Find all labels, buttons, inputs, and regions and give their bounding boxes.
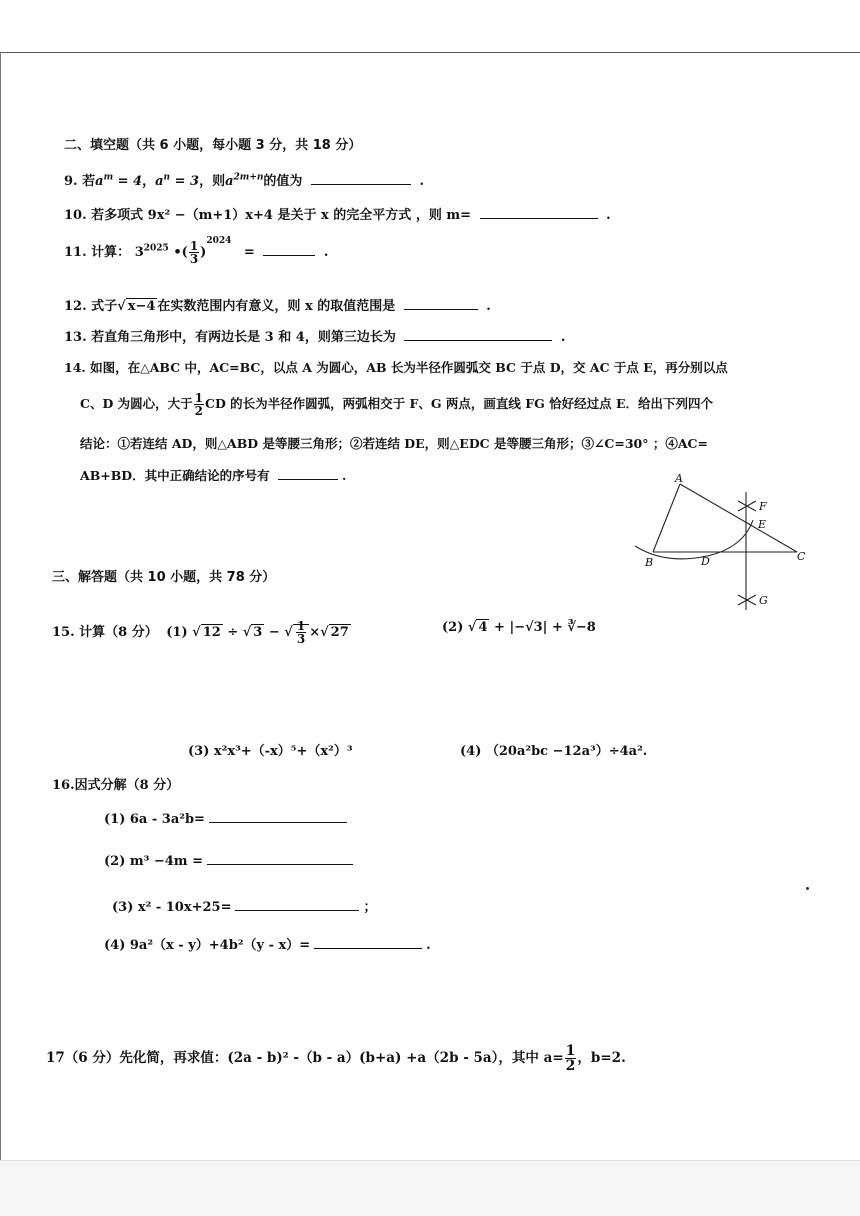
label-b: B <box>645 556 654 569</box>
question-9: 9. 若$a^m = 4$，$a^n = 3$，则$a^{2m+n}$的值为 . <box>64 172 425 189</box>
label-d: D <box>701 555 710 568</box>
scan-speck <box>806 887 809 890</box>
question-15-part-2: (2) √ 4 + |−√3| + ∛−8 <box>442 620 596 635</box>
question-10: 10. 若多项式 9x² −（m+1）x+4 是关于 x 的完全平方式 ，则 m= . <box>64 208 611 223</box>
question-15-part-1: 15. 计算（8 分） (1) √ 12 ÷ √ 3 − √ $\frac{1}{3}$ ×√ 27 <box>52 619 349 646</box>
question-14-line-2: C、D 为圆心，大于 $\frac{1}{2}$ CD 的长为半径作圆弧，两弧相交于 F、G 两点，画直线 FG 恰好经过点 E．给出下列四个 <box>80 391 714 418</box>
question-16-part-4: (4) 9a²（x - y）+4b²（y - x）= . <box>104 938 431 953</box>
scan-top-margin <box>0 0 860 53</box>
answer-blank[interactable] <box>404 339 552 341</box>
scan-left-border <box>0 52 1 1162</box>
arc-centered-a <box>635 520 753 559</box>
question-16-part-3: (3) x² - 10x+25= ； <box>112 900 377 915</box>
answer-blank[interactable] <box>314 947 422 949</box>
answer-blank[interactable] <box>235 909 359 911</box>
answer-blank[interactable] <box>311 183 411 185</box>
question-17: 17（6 分）先化简，再求值：(2a - b)² -（b - a）(b+a) +a（2b - 5a），其中 a= $\frac{1}{2}$ ，b=2. <box>46 1043 626 1074</box>
question-14-line-1: 14. 如图，在△ABC 中，AC=BC，以点 A 为圆心，AB 长为半径作圆弧交 BC 于点 D，交 AC 于点 E，再分别以点 <box>64 360 728 375</box>
fraction-one-third: $\frac{1}{3}$ <box>189 239 199 266</box>
answer-blank[interactable] <box>207 863 353 865</box>
label-g: G <box>759 594 768 607</box>
answer-blank[interactable] <box>404 308 478 310</box>
segment-ab <box>653 484 680 552</box>
answer-blank[interactable] <box>480 217 598 219</box>
section-title-fill-blank: 二、填空题（共 6 小题，每小题 3 分，共 18 分） <box>64 138 362 153</box>
label-f: F <box>759 500 767 513</box>
question-13: 13. 若直角三角形中，有两边长是 3 和 4，则第三边长为 . <box>64 330 566 345</box>
question-14-line-3: 结论：①若连结 AD，则△ABD 是等腰三角形；②若连结 DE，则△EDC 是等腰三角形；③∠C=30° ；④AC= <box>80 436 708 451</box>
question-16-part-2: (2) m³ −4m = <box>104 854 357 869</box>
label-a: A <box>675 472 683 485</box>
label-c: C <box>797 550 806 563</box>
question-16-part-1: (1) 6a - 3a²b= <box>104 812 351 827</box>
question-number: 9. <box>64 174 78 189</box>
answer-blank[interactable] <box>263 254 315 256</box>
question-14-line-4: AB+BD．其中正确结论的序号有 . <box>80 468 347 483</box>
question-15-part-3: (3) x²x³+（-x）⁵+（x²）³ <box>188 744 353 759</box>
section-title-answers: 三、解答题（共 10 小题，共 78 分） <box>52 570 276 585</box>
scan-bottom-margin <box>0 1160 860 1216</box>
label-e: E <box>758 518 767 531</box>
question-16-title: 16.因式分解（8 分） <box>52 778 180 793</box>
answer-blank[interactable] <box>278 478 338 480</box>
question-15-part-4: (4) （20a²bc −12a³）÷4a². <box>460 744 648 759</box>
answer-blank[interactable] <box>209 821 347 823</box>
question-12: 12. 式子√ x−4 在实数范围内有意义，则 x 的取值范围是 . <box>64 299 491 314</box>
fraction-one-half: $\frac{1}{2}$ <box>565 1043 576 1074</box>
question-11: 11. 计算： $3^{2025}$ •( $\frac{1}{3}$ )$^{2024}$ = . <box>64 235 329 266</box>
fraction-one-third: $\frac{1}{3}$ <box>296 619 306 646</box>
fraction-one-half: $\frac{1}{2}$ <box>194 391 204 418</box>
triangle-construction-figure <box>625 470 815 615</box>
